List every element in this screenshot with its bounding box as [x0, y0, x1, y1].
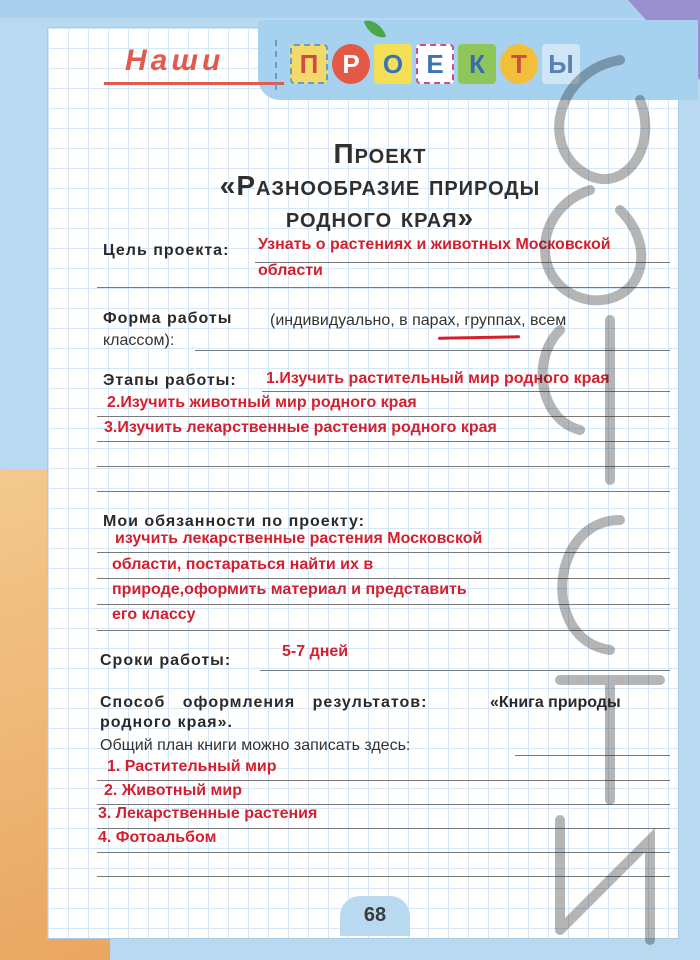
work-form-options-cont: классом): [103, 332, 175, 349]
deadline-answer: 5-7 дней [282, 643, 349, 660]
duty-line: его классу [112, 606, 196, 623]
duty-line: природе,оформить материал и представить [112, 581, 467, 598]
answer-line [97, 466, 670, 467]
background-strip [0, 0, 700, 18]
page-number-tab [340, 896, 410, 936]
page-number: 68 [363, 904, 387, 926]
book-title-part1: «Книга природы [490, 694, 621, 711]
answer-line [97, 441, 670, 442]
plan-item: 4. Фотоальбом [98, 829, 217, 846]
letter-tile: Е [416, 44, 454, 84]
work-form-options: (индивидуально, в парах, группах, всем [270, 312, 567, 329]
plan-item: 2. Животный мир [104, 782, 242, 799]
answer-line [97, 604, 670, 605]
answer-line [97, 852, 670, 853]
duties-label: Мои обязанности по проекту: [103, 513, 365, 530]
plan-item: 1. Растительный мир [107, 758, 277, 775]
header-word-nashi: Наши [125, 44, 225, 77]
letter-tile: Т [500, 44, 538, 84]
plan-item: 3. Лекарственные растения [98, 805, 318, 822]
answer-line [97, 491, 670, 492]
answer-line [97, 287, 670, 288]
letter-tile: Ы [542, 44, 580, 84]
duty-line: области, постараться найти их в [112, 556, 374, 573]
result-label: Способ оформления результатов: [100, 694, 428, 711]
book-title-part2: родного края». [100, 714, 233, 731]
header-dashed-bracket [275, 40, 285, 90]
answer-line [97, 578, 670, 579]
header-underline [104, 82, 284, 85]
plan-instruction: Общий план книги можно записать здесь: [100, 737, 411, 754]
stage-item: 1.Изучить растительный мир родного края [266, 370, 610, 387]
work-form-label: Форма работы [103, 310, 233, 327]
answer-line [97, 780, 670, 781]
answer-line [97, 416, 670, 417]
answer-line [97, 552, 670, 553]
stages-label: Этапы работы: [103, 372, 237, 389]
stage-item: 2.Изучить животный мир родного края [107, 394, 417, 411]
goal-answer-line1: Узнать о растениях и животных Московской [258, 236, 611, 253]
letter-tile: Р [332, 44, 370, 84]
answer-line [97, 630, 670, 631]
project-title-line2: «Разнообразие природы [219, 170, 541, 201]
deadline-label: Сроки работы: [100, 652, 232, 669]
letter-tile: К [458, 44, 496, 84]
letter-tile: П [290, 44, 328, 84]
letter-tile: О [374, 44, 412, 84]
header-letter-tiles [290, 44, 580, 84]
project-title-line1: Проект [333, 138, 427, 169]
answer-line [195, 350, 670, 351]
answer-line [97, 876, 670, 877]
answer-line [515, 755, 670, 756]
duty-line: изучить лекарственные растения Московской [115, 530, 483, 547]
goal-answer-line2: области [258, 262, 323, 279]
answer-line [262, 391, 670, 392]
project-title-line3: родного края» [285, 202, 475, 233]
answer-line [260, 670, 670, 671]
goal-label: Цель проекта: [103, 242, 230, 259]
stage-item: 3.Изучить лекарственные растения родного края [104, 419, 497, 436]
